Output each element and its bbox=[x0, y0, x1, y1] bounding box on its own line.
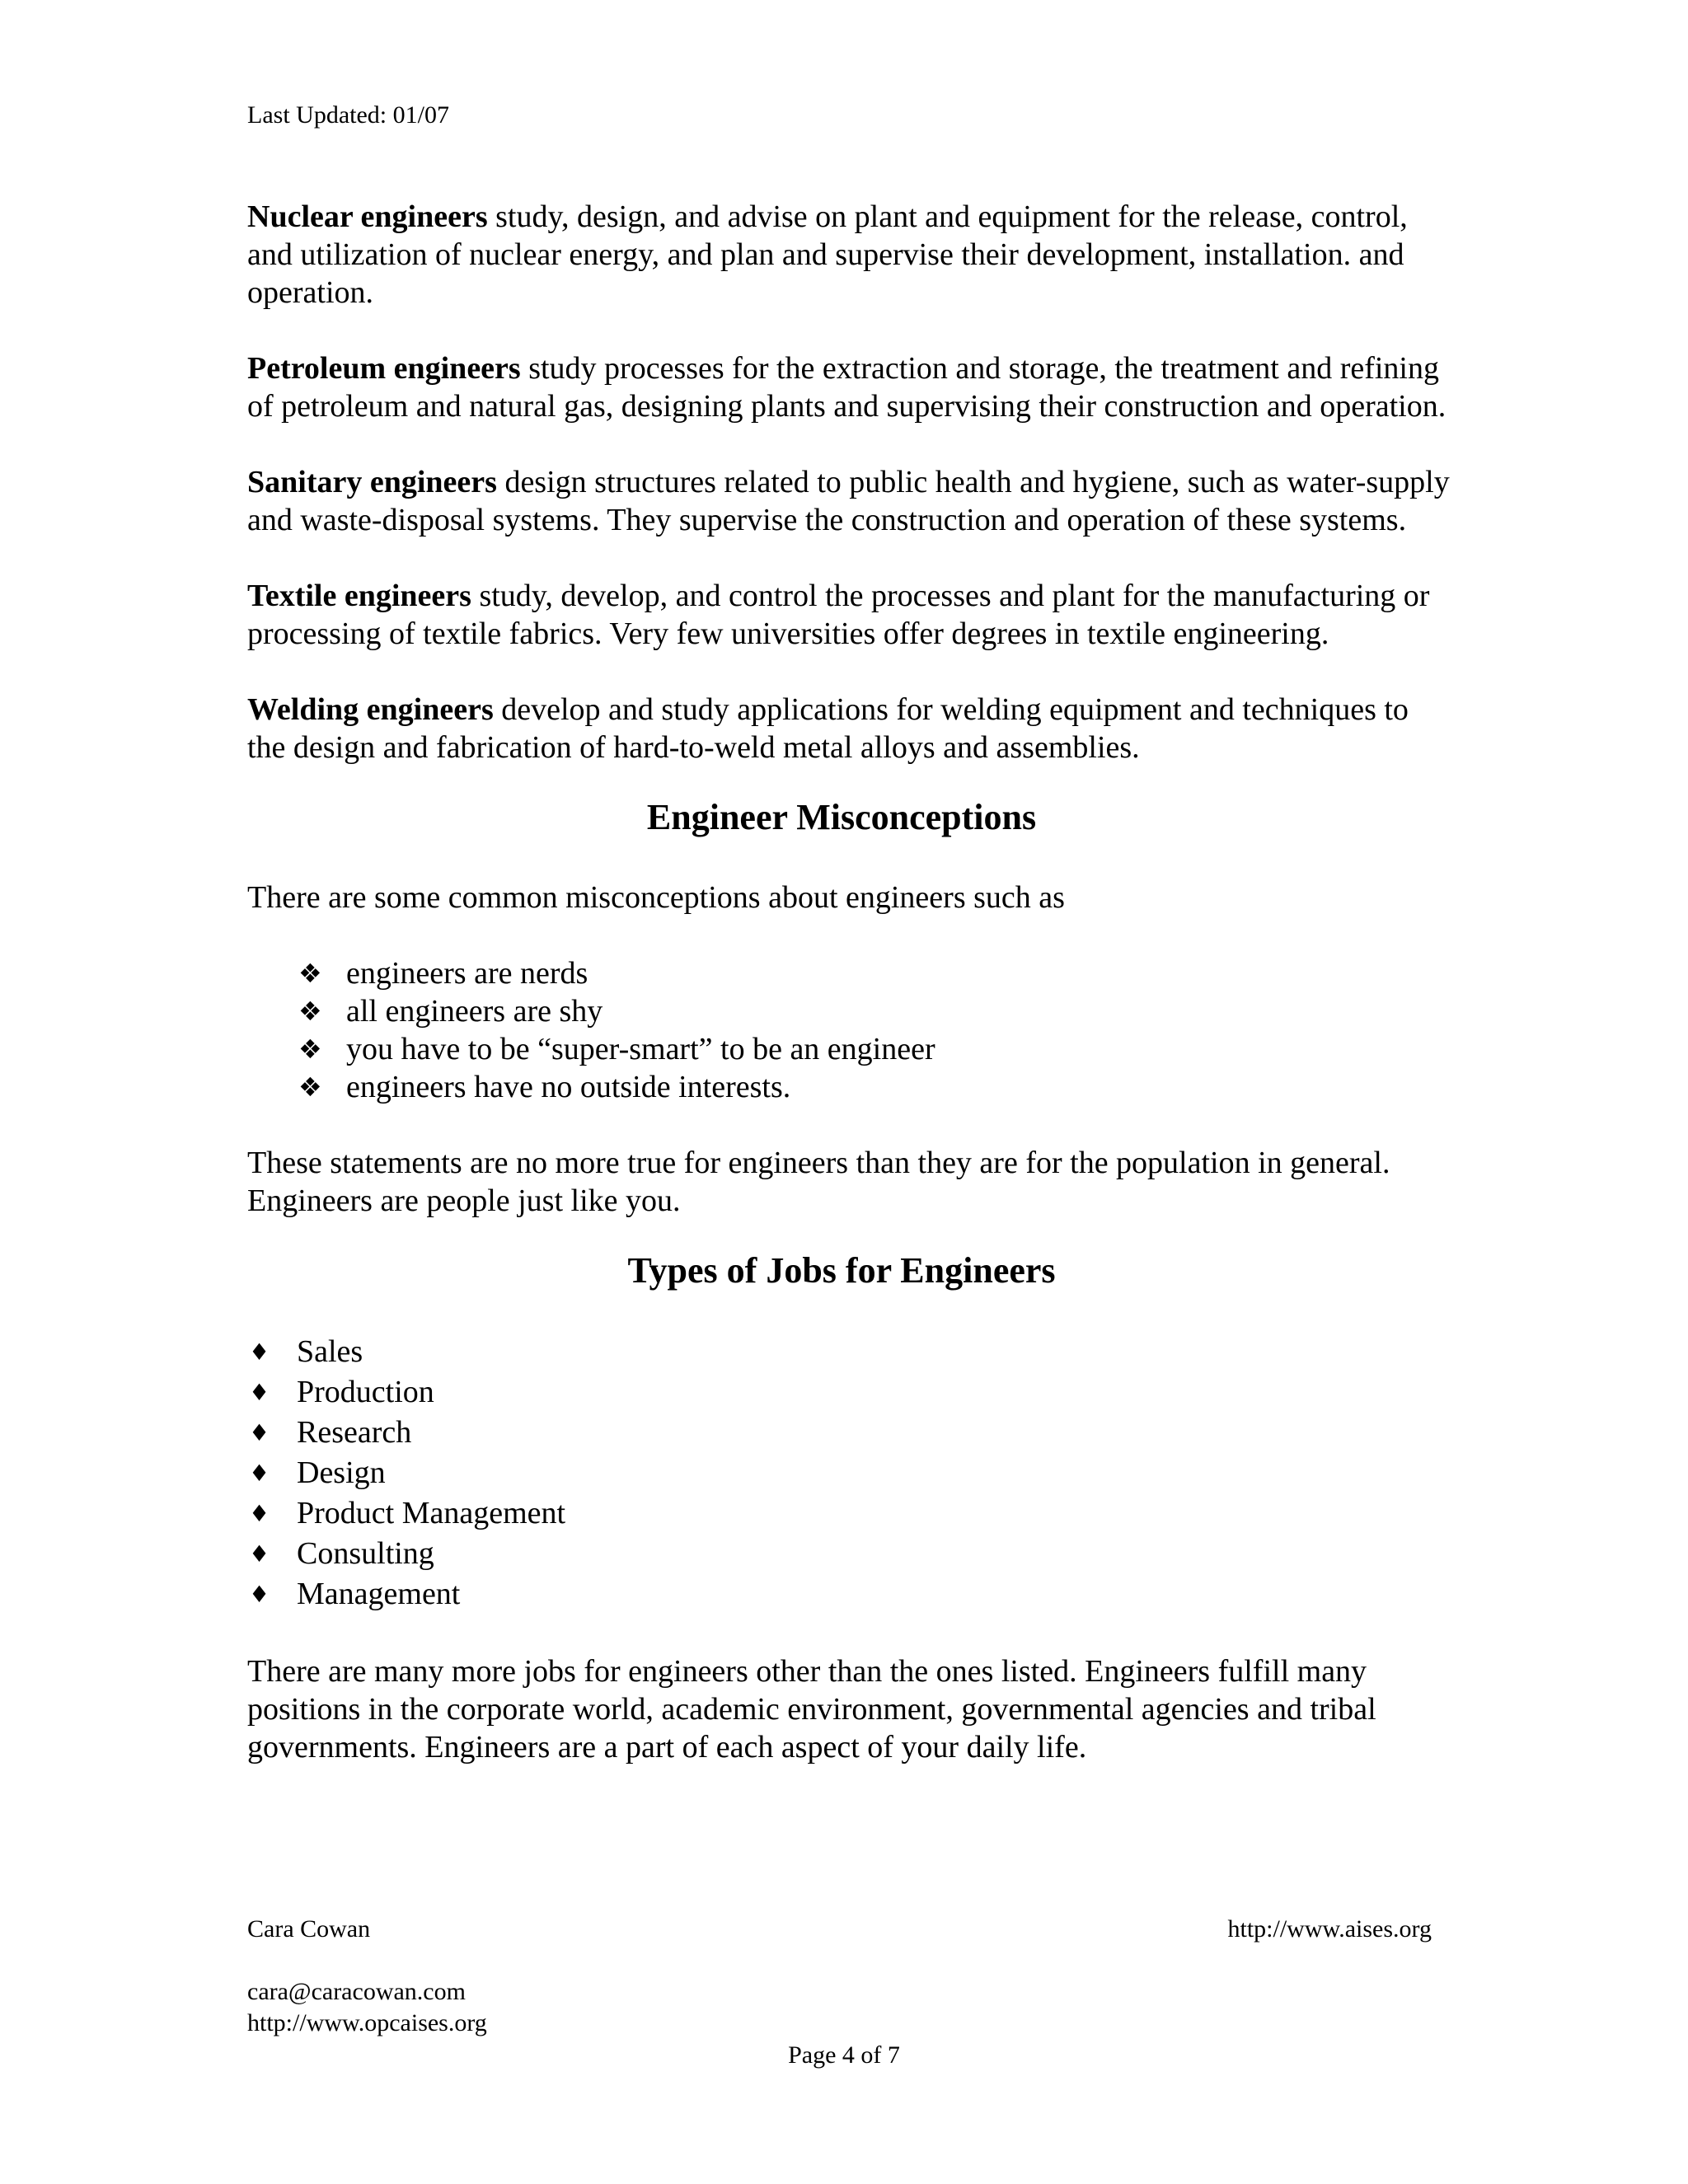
diamond-bullet-icon: ♦ bbox=[249, 1581, 270, 1608]
diamond-bullet-icon: ❖ bbox=[298, 996, 322, 1027]
misconceptions-intro: There are some common misconceptions about engineers such as bbox=[247, 880, 1065, 915]
list-item bbox=[247, 1574, 1451, 1615]
definition-term: Petroleum engineers bbox=[247, 351, 521, 386]
diamond-bullet-icon: ♦ bbox=[249, 1379, 270, 1406]
last-updated-label: Last Updated: 01/07 bbox=[247, 101, 449, 129]
diamond-bullet-icon: ❖ bbox=[298, 1071, 322, 1103]
list-item bbox=[298, 1030, 1451, 1068]
page-number: Page 4 of 7 bbox=[788, 2041, 900, 2069]
diamond-bullet-icon: ♦ bbox=[249, 1419, 270, 1446]
definition-text: develop and study applications for welding equipment and techniques to the design and fabrication of hard-to-weld metal alloys and assemblies. bbox=[247, 692, 1409, 765]
diamond-bullet-icon: ♦ bbox=[249, 1500, 270, 1527]
list-item bbox=[247, 1534, 1451, 1574]
list-item bbox=[247, 1413, 1451, 1453]
definition-textile bbox=[247, 577, 1451, 653]
definition-term: Welding engineers bbox=[247, 692, 494, 727]
author-email: cara@caracowan.com bbox=[247, 1978, 466, 2005]
list-item-text: you have to be “super-smart” to be an engineer bbox=[346, 1032, 935, 1066]
footer-contact bbox=[247, 1914, 487, 2039]
list-item-text: Sales bbox=[297, 1334, 363, 1369]
author-website: http://www.opcaises.org bbox=[247, 2009, 487, 2036]
list-item bbox=[298, 992, 1451, 1030]
misconceptions-closing: These statements are no more true for engineers than they are for the population in general. Engineers are people just like you. bbox=[247, 1146, 1390, 1218]
list-item-text: Product Management bbox=[297, 1496, 566, 1530]
list-item bbox=[298, 954, 1451, 992]
list-item-text: all engineers are shy bbox=[346, 994, 603, 1029]
definition-text: study, develop, and control the processes and plant for the manufacturing or processing of textile fabrics. Very few universities offer degrees in textile engineering. bbox=[247, 579, 1430, 651]
diamond-bullet-icon: ❖ bbox=[298, 1033, 322, 1065]
diamond-bullet-icon: ♦ bbox=[249, 1540, 270, 1568]
misconceptions-list bbox=[247, 954, 1451, 1106]
list-item-text: Research bbox=[297, 1415, 412, 1450]
definition-petroleum bbox=[247, 349, 1451, 425]
definition-text: design structures related to public health and hygiene, such as water-supply and waste-disposal systems. They supervise the construction and operation of these systems. bbox=[247, 465, 1450, 537]
author-name: Cara Cowan bbox=[247, 1915, 371, 1943]
definition-term: Textile engineers bbox=[247, 579, 471, 613]
definition-sanitary bbox=[247, 463, 1451, 539]
list-item-text: Consulting bbox=[297, 1536, 434, 1571]
definition-text: study, design, and advise on plant and equipment for the release, control, and utilization of nuclear energy, and plan and supervise their development, installation. and operation. bbox=[247, 199, 1408, 310]
definition-term: Sanitary engineers bbox=[247, 465, 497, 499]
definition-welding bbox=[247, 691, 1451, 766]
list-item bbox=[298, 1068, 1451, 1106]
list-item-text: Management bbox=[297, 1577, 461, 1611]
list-item bbox=[247, 1493, 1451, 1534]
diamond-bullet-icon: ❖ bbox=[298, 958, 322, 989]
list-item bbox=[247, 1332, 1451, 1372]
definition-text: study processes for the extraction and storage, the treatment and refining of petroleum and natural gas, designing plants and supervising their construction and operation. bbox=[247, 351, 1447, 424]
list-item bbox=[247, 1372, 1451, 1413]
definition-nuclear bbox=[247, 198, 1451, 312]
diamond-bullet-icon: ♦ bbox=[249, 1338, 270, 1366]
misconceptions-heading: Engineer Misconceptions bbox=[646, 797, 1037, 837]
list-item-text: engineers have no outside interests. bbox=[346, 1070, 791, 1104]
definition-term: Nuclear engineers bbox=[247, 199, 488, 234]
jobs-heading: Types of Jobs for Engineers bbox=[627, 1250, 1056, 1291]
list-item-text: Production bbox=[297, 1375, 434, 1409]
organization-website: http://www.aises.org bbox=[1227, 1915, 1432, 1943]
list-item-text: Design bbox=[297, 1455, 386, 1490]
diamond-bullet-icon: ♦ bbox=[249, 1460, 270, 1487]
jobs-closing: There are many more jobs for engineers other than the ones listed. Engineers fulfill many positions in the corporate world, academic environment, governmental agencies and tribal governments. Engineers are a part of each aspect of your daily life. bbox=[247, 1654, 1376, 1765]
list-item-text: engineers are nerds bbox=[346, 956, 588, 991]
list-item bbox=[247, 1453, 1451, 1493]
main-content bbox=[247, 198, 1451, 1804]
footer-spacer bbox=[247, 1945, 487, 1976]
jobs-list bbox=[247, 1332, 1451, 1615]
